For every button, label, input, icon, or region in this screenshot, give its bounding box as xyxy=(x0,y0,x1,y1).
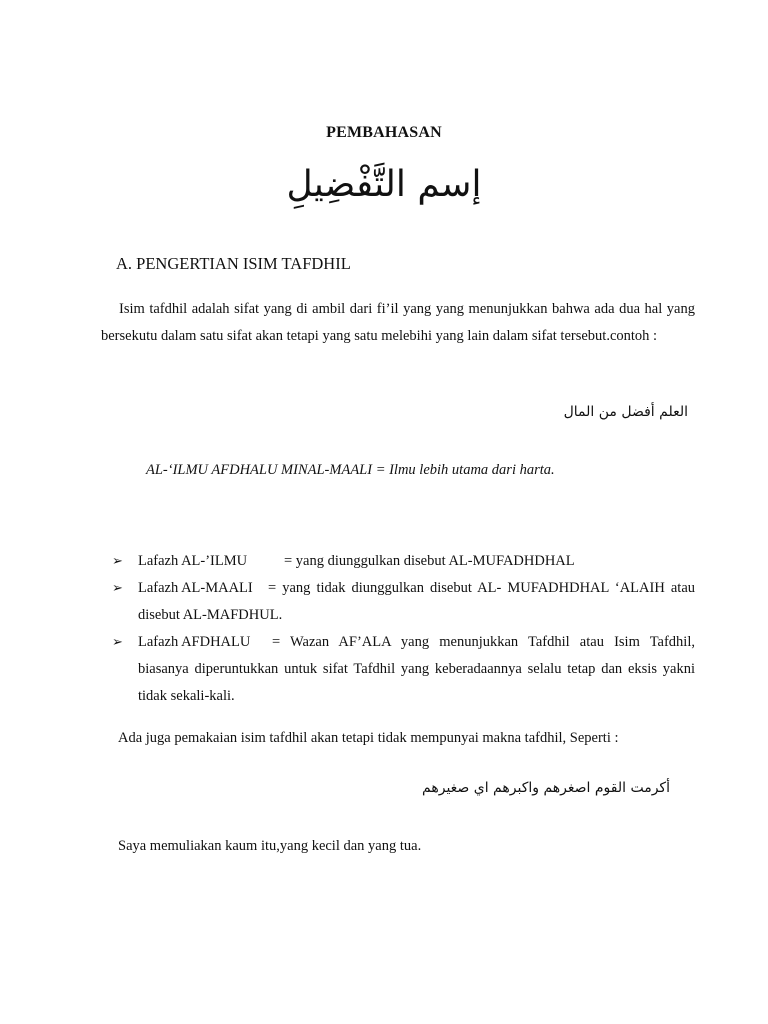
definition-text: Isim tafdhil adalah sifat yang di ambil dari fi’il yang yang menunjukkan bahwa ada dua hal yang bersekutu dalam satu sifat akan tetapi yang satu melebihi yang lain dalam sifat tersebut.contoh : xyxy=(101,301,695,344)
arrow-bullet-icon: ➢ xyxy=(112,581,123,596)
arrow-bullet-icon: ➢ xyxy=(112,635,123,650)
arabic-title: إسم التَّفْضِيلِ xyxy=(286,164,482,205)
bullet-text: = yang diunggulkan disebut AL-MUFADHDHAL xyxy=(284,553,575,569)
bullet-label: Lafazh AL-MAALI xyxy=(138,580,253,596)
bullet-list xyxy=(112,548,695,710)
bullet-label: Lafazh AL-’ILMU xyxy=(138,553,248,569)
example2-translation: Saya memuliakan kaum itu,yang kecil dan yang tua. xyxy=(118,838,422,854)
page-title: PEMBAHASAN xyxy=(326,124,442,141)
bullet-text: = Wazan AF’ALA yang menunjukkan Tafdhil atau Isim Tafdhil, biasanya diperuntukkan untuk sifat Tafdhil yang keberadaannya selalu tetap dan eksis yakni tidak sekali-kali. xyxy=(138,634,695,704)
note-text: Ada juga pemakaian isim tafdhil akan tetapi tidak mempunyai makna tafdhil, Seperti : xyxy=(118,730,619,746)
example2-arabic: أكرمت القوم اصغرهم واكبرهم اي صغيرهم xyxy=(422,780,670,796)
list-item xyxy=(112,575,695,629)
bullet-text: = yang tidak diunggulkan disebut AL- MUFADHDHAL ‘ALAIH atau disebut AL-MAFDHUL. xyxy=(138,580,695,623)
example-transliteration: AL-‘ILMU AFDHALU MINAL-MAALI = Ilmu lebih utama dari harta. xyxy=(146,462,555,478)
list-item xyxy=(112,629,695,710)
definition-paragraph xyxy=(101,296,695,350)
arrow-bullet-icon: ➢ xyxy=(112,554,123,569)
bullet-label: Lafazh AFDHALU xyxy=(138,634,251,650)
list-item xyxy=(112,548,695,575)
section-heading: A. PENGERTIAN ISIM TAFDHIL xyxy=(116,254,351,273)
example-arabic: العلم أفضل من المال xyxy=(563,404,688,420)
